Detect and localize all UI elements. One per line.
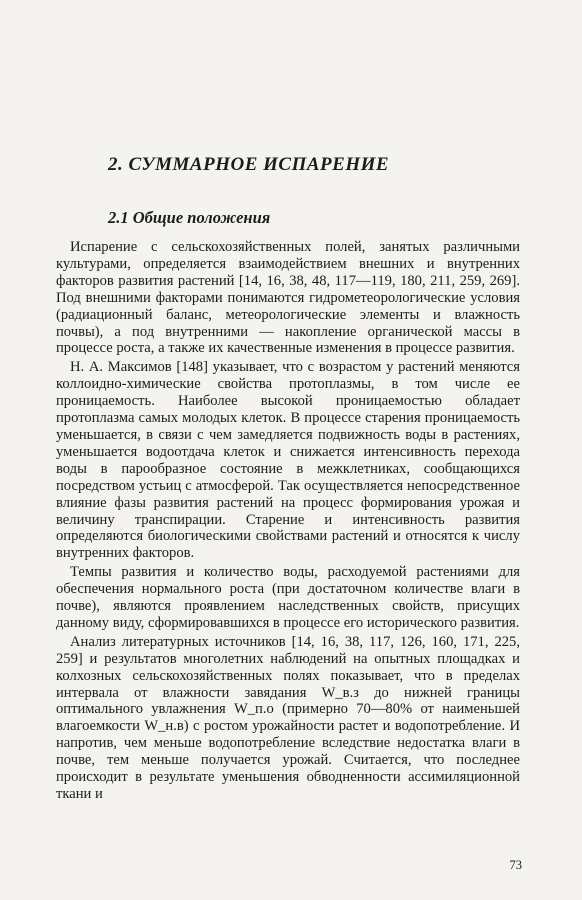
paragraph: Испарение с сельскохозяйственных полей, занятых различными культурами, определяется взаимодействием внешних и внутренних факторов развития растений [14, 16, 38, 48, 117—119, 180, 211, 259, 269]. Под внешними факторами понимаются гидрометеорологические условия (радиационный баланс, метеорологические элементы и влажность почвы), а под внутренними — накопление органической массы в процессе роста, а также их качественные изменения в процессе развития. [56, 239, 520, 357]
paragraph: Н. А. Максимов [148] указывает, что с возрастом у растений меняются коллоидно-химические свойства протоплазмы, в том числе ее проницаемость. Наиболее высокой проницаемостью обладает протоплазма самых молодых клеток. В процессе старения проницаемость уменьшается, в связи с чем замедляется подвижность воды в растениях, уменьшается водоотдача клеток и снижается интенсивность перехода воды в парообразное состояние в межклетниках, сообщающихся посредством устьиц с атмосферой. Так осуществляется непосредственное влияние фазы развития растений на процесс формирования урожая и величину транспирации. Старение и интенсивность развития определяются биологическими свойствами растений и относятся к числу внутренних факторов. [56, 359, 520, 562]
chapter-title: 2. СУММАРНОЕ ИСПАРЕНИЕ [108, 154, 390, 175]
body-text [56, 239, 520, 805]
section-title: 2.1 Общие положения [108, 208, 271, 227]
paragraph: Анализ литературных источников [14, 16, 38, 117, 126, 160, 171, 225, 259] и результатов многолетних наблюдений на опытных площадках и колхозных сельскохозяйственных полях показывает, что в пределах интервала от влажности завядания W_в.з до нижней границы оптимального увлажнения W_п.о (примерно 70—80% от наименьшей влагоемкости W_н.в) с ростом урожайности растет и водопотребление. И напротив, чем меньше водопотребление вследствие недостатка влаги в почве, тем меньше получается урожай. Считается, что последнее происходит в результате уменьшения обводненности ассимиляционной ткани и [56, 633, 520, 802]
page-number: 73 [509, 858, 522, 872]
paragraph: Темпы развития и количество воды, расходуемой растениями для обеспечения нормального роста (при достаточном количестве влаги в почве), являются проявлением наследственных свойств, присущих данному виду, сформировавшихся в процессе его исторического развития. [56, 564, 520, 631]
